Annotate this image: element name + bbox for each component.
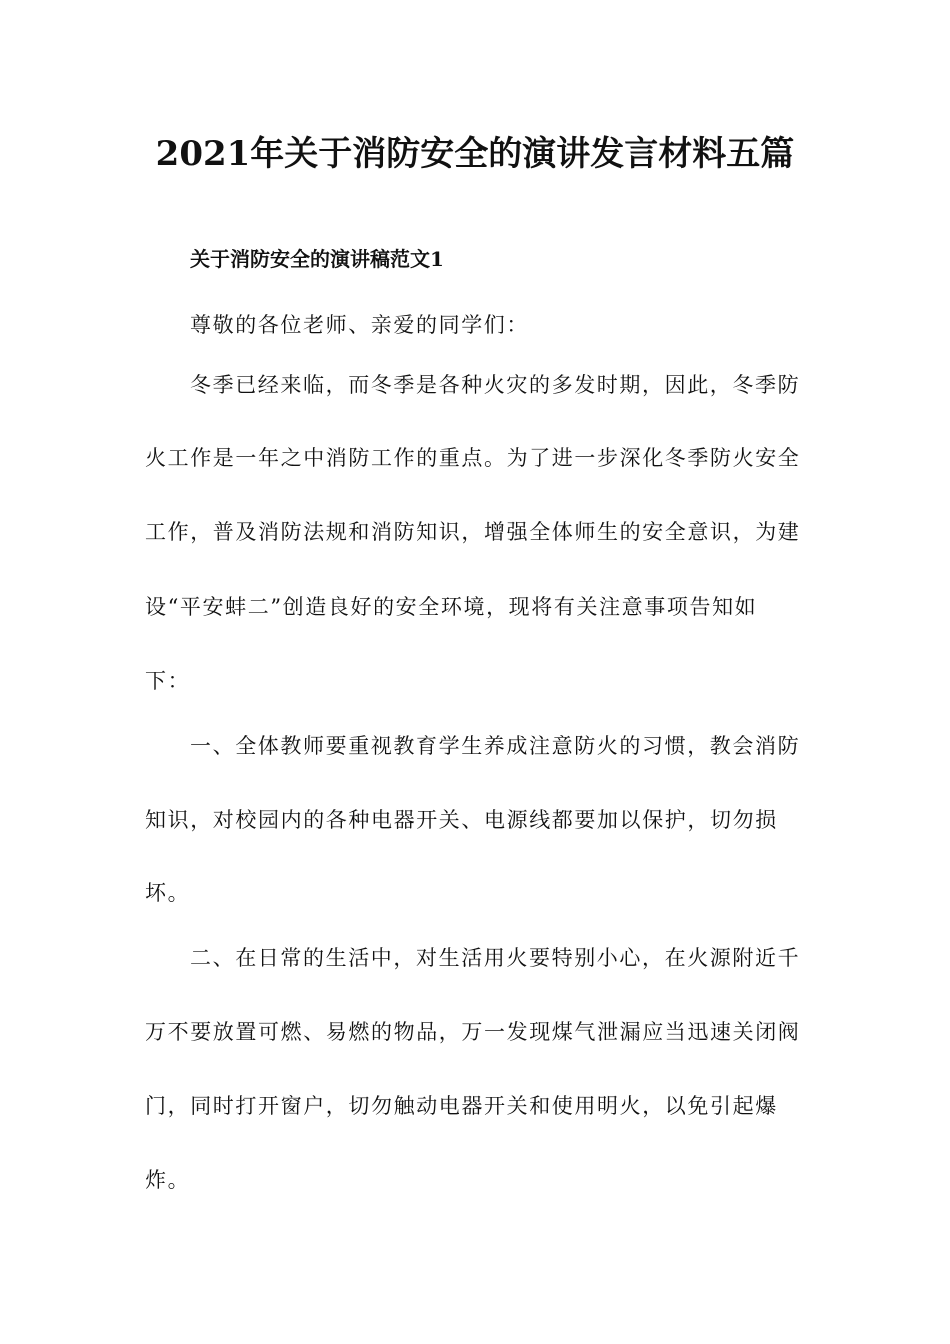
paragraph-line: 工作，普及消防法规和消防知识，增强全体师生的安全意识，为建	[145, 520, 801, 544]
paragraph-line: 炸。	[145, 1168, 191, 1192]
paragraph-line: 万不要放置可燃、易燃的物品，万一发现煤气泄漏应当迅速关闭阀	[145, 1020, 801, 1044]
paragraph-line: 设“平安蚌二”创造良好的安全环境，现将有关注意事项告知如	[145, 595, 758, 619]
paragraph-line: 门，同时打开窗户，切勿触动电器开关和使用明火，以免引起爆	[145, 1094, 778, 1118]
paragraph-line: 下：	[145, 669, 191, 693]
paragraph-line: 知识，对校园内的各种电器开关、电源线都要加以保护，切勿损	[145, 808, 778, 832]
paragraph-line: 一、全体教师要重视教育学生养成注意防火的习惯，教会消防	[190, 734, 801, 758]
paragraph-line: 二、在日常的生活中，对生活用火要特别小心，在火源附近千	[190, 946, 801, 970]
paragraph-line: 冬季已经来临，而冬季是各种火灾的多发时期，因此，冬季防	[190, 373, 801, 397]
document-title: 2021年关于消防安全的演讲发言材料五篇	[155, 134, 795, 174]
section-heading: 关于消防安全的演讲稿范文1	[190, 247, 444, 271]
paragraph-line: 火工作是一年之中消防工作的重点。为了进一步深化冬季防火安全	[145, 446, 801, 470]
paragraph-line: 尊敬的各位老师、亲爱的同学们：	[190, 313, 529, 337]
paragraph-line: 坏。	[145, 881, 191, 905]
